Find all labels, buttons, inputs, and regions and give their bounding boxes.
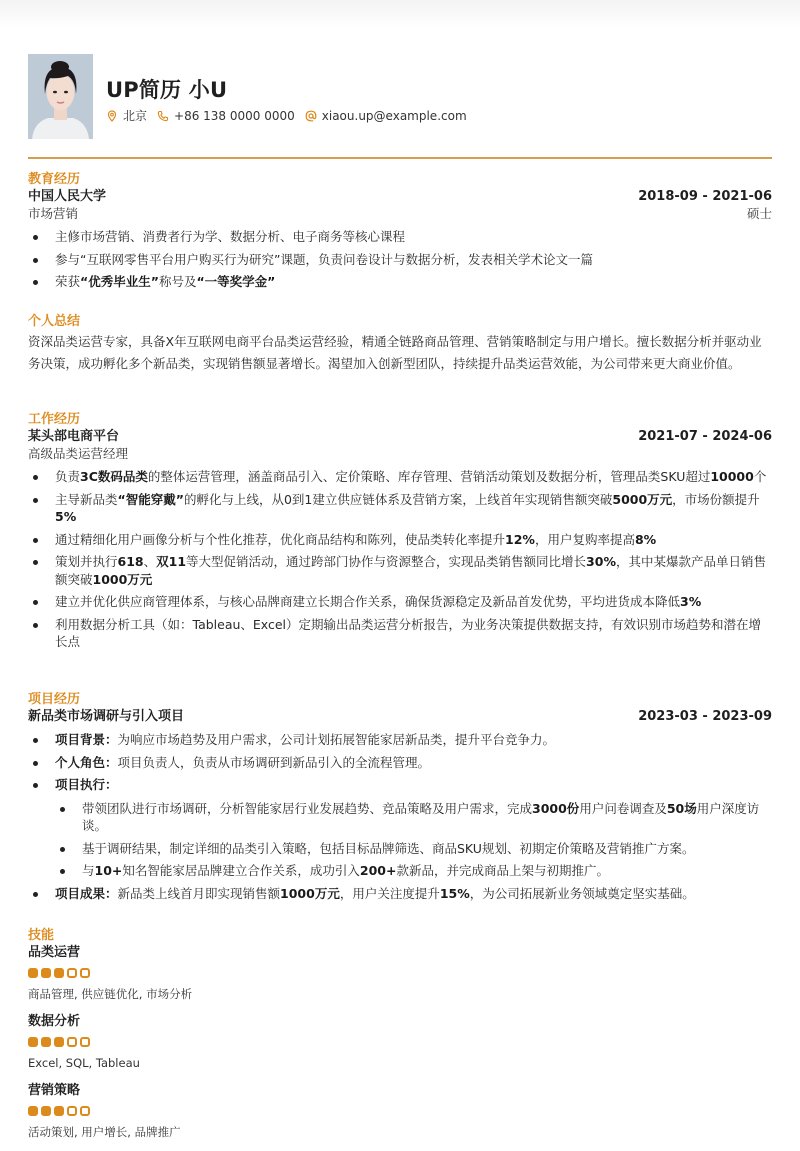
highlight-text: “一等奖学金” (196, 274, 276, 289)
candidate-name: UP简历 小U (106, 78, 228, 102)
summary-section (28, 313, 772, 375)
item-text: 用户问卷调查及 (579, 800, 667, 816)
school-name: 中国人民大学 (28, 189, 107, 204)
item-text: 负责 (55, 469, 81, 484)
skills-list (28, 944, 772, 1139)
section-title-project: 项目经历 (28, 692, 81, 707)
education-date: 2018-09 - 2021-06 (638, 189, 772, 204)
highlight-text: 1000万元 (92, 571, 153, 587)
item-text: ，用户关注度提升 (339, 885, 440, 901)
skill-description: 商品管理, 供应链优化, 市场分析 (28, 987, 193, 1001)
highlight-text: 3000份 (532, 800, 580, 816)
item-text: 为响应市场趋势及用户需求，公司计划拓展智能家居新品类，提升平台竞争力。 (117, 732, 556, 747)
contact-phone (157, 109, 295, 123)
resume-header (28, 54, 772, 140)
contact-location (106, 107, 147, 124)
email-icon (305, 110, 317, 122)
rating-filled-icon (54, 968, 64, 978)
skill-description: 活动策划, 用户增长, 品牌推广 (28, 1125, 181, 1139)
item-text: ，市场份额提升 (672, 491, 760, 507)
rating-empty-icon (80, 1106, 90, 1116)
item-text: ，其中某爆款产品单日销售额突破 (55, 554, 766, 587)
skill-description: Excel, SQL, Tableau (28, 1056, 140, 1070)
rating-empty-icon (67, 1037, 77, 1047)
item-text: 荣获 (55, 274, 81, 289)
list-item (55, 862, 772, 880)
item-text: 等大型促销活动，通过跨部门协作与资源整合，实现品类销售额同比增长 (186, 554, 587, 569)
list-item (28, 228, 772, 246)
work-header-row (28, 428, 772, 445)
project-section (28, 691, 772, 907)
contact-email[interactable] (305, 109, 467, 123)
major: 市场营销 (28, 206, 79, 221)
rating-filled-icon (28, 1037, 38, 1047)
highlight-text: 项目执行： (55, 777, 118, 792)
work-bullets (28, 468, 772, 651)
rating-empty-icon (80, 1037, 90, 1047)
list-item (28, 251, 772, 269)
rating-empty-icon (80, 968, 90, 978)
project-name: 新品类市场调研与引入项目 (28, 709, 185, 724)
summary-text: 资深品类运营专家，具备X年互联网电商平台品类运营经验，精通全链路商品管理、营销策略制定与用户增长。擅长数据分析并驱动业务决策，成功孵化多个新品类，实现销售额显著增长。渴望加入创新型团队，持续提升品类运营效能，为公司带来更大商业价值。 (28, 334, 762, 371)
highlight-text: 双11 (156, 554, 187, 569)
highlight-text: 200+ (359, 863, 397, 878)
item-text: 项目负责人，负责从市场调研到新品引入的全流程管理。 (117, 754, 431, 770)
rating-filled-icon (41, 968, 51, 978)
location-icon (106, 110, 118, 122)
rating-filled-icon (28, 968, 38, 978)
highlight-text: 项目成果： (55, 885, 118, 901)
highlight-text: 8% (634, 531, 657, 547)
job-title: 高级品类运营经理 (28, 446, 129, 461)
list-item (28, 885, 772, 903)
phone-text: +86 138 0000 0000 (174, 108, 295, 123)
rating-empty-icon (67, 1106, 77, 1116)
list-item (28, 553, 772, 588)
avatar-photo (28, 54, 93, 139)
item-text: 策划并执行 (55, 554, 118, 569)
item-text: 知名智能家居品牌建立合作关系，成功引入 (122, 863, 360, 878)
contact-info (106, 107, 477, 124)
highlight-text: 5000万元 (612, 491, 673, 507)
highlight-text: 3C数码品类 (80, 469, 148, 484)
item-text: ，用户复购率提高 (534, 531, 635, 547)
phone-icon (157, 110, 169, 122)
work-date: 2021-07 - 2024-06 (638, 429, 772, 444)
item-text: 带领团队进行市场调研，分析智能家居行业发展趋势、竞品策略及用户需求，完成 (82, 800, 533, 816)
highlight-text: 618 (117, 554, 144, 569)
item-text: 基于调研结果，制定详细的品类引入策略，包括目标品牌筛选、商品SKU规划、初期定价策略及营销推广方案。 (82, 840, 695, 856)
education-bullets (28, 228, 772, 291)
list-item (28, 731, 772, 749)
skill-name: 营销策略 (28, 1083, 81, 1098)
highlight-text: 项目背景： (55, 732, 118, 747)
rating-filled-icon (54, 1106, 64, 1116)
item-text: 、 (143, 554, 157, 569)
highlight-text: “优秀毕业生” (80, 274, 159, 289)
skill-item (28, 1082, 772, 1139)
highlight-text: 10+ (94, 863, 123, 878)
item-text: 新品类上线首月即实现销售额 (117, 885, 281, 901)
highlight-text: 3% (680, 594, 702, 609)
list-item (28, 776, 772, 880)
highlight-text: “智能穿戴” (117, 491, 184, 507)
highlight-text: 个人角色： (55, 754, 118, 770)
list-item (28, 273, 772, 291)
item-text: 用户深度访谈。 (82, 800, 760, 833)
skill-item (28, 1013, 772, 1070)
list-item (55, 800, 772, 835)
highlight-text: 30% (586, 554, 616, 569)
item-text: 的孵化与上线，从0到1建立供应链体系及营销方案，上线首年实现销售额突破 (183, 491, 613, 507)
page-top-shadow (0, 0, 800, 28)
rating-empty-icon (67, 968, 77, 978)
highlight-text: 5% (55, 509, 77, 524)
section-title-skills: 技能 (28, 928, 55, 943)
highlight-text: 1000万元 (280, 885, 340, 901)
rating-filled-icon (41, 1037, 51, 1047)
item-text: ，为公司拓展新业务领域奠定坚实基础。 (469, 885, 695, 901)
list-item (28, 616, 772, 651)
item-text: 主修市场营销、消费者行为学、数据分析、电子商务等核心课程 (55, 229, 406, 244)
list-item (28, 468, 772, 486)
project-header-row (28, 708, 772, 725)
item-text: 利用数据分析工具（如：Tableau、Excel）定期输出品类运营分析报告，为业务决策提供数据支持，有效识别市场趋势和潜在增长点 (55, 616, 762, 649)
degree: 硕士 (746, 206, 772, 221)
list-item (55, 840, 772, 858)
education-header-row (28, 188, 772, 205)
skill-item (28, 944, 772, 1001)
section-title-education: 教育经历 (28, 172, 81, 187)
skill-level-rating (28, 1037, 772, 1048)
rating-filled-icon (54, 1037, 64, 1047)
company-name: 某头部电商平台 (28, 429, 120, 444)
item-text: 主导新品类 (55, 491, 118, 507)
highlight-text: 15% (439, 885, 470, 901)
item-text: 个 (753, 469, 767, 484)
nested-list (55, 800, 772, 880)
project-date: 2023-03 - 2023-09 (638, 709, 772, 724)
item-text: 通过精细化用户画像分析与个性化推荐，优化商品结构和陈列，使品类转化率提升 (55, 531, 506, 547)
list-item (28, 754, 772, 772)
highlight-text: 12% (505, 531, 535, 547)
skill-level-rating (28, 968, 772, 979)
list-item (28, 491, 772, 526)
location-text: 北京 (123, 109, 148, 123)
project-bullets (28, 731, 772, 902)
skill-name: 品类运营 (28, 945, 81, 960)
section-title-work: 工作经历 (28, 412, 81, 427)
section-title-summary: 个人总结 (28, 314, 81, 329)
item-text: 称号及 (158, 274, 197, 289)
item-text: 的整体运营管理，涵盖商品引入、定价策略、库存管理、营销活动策划及数据分析，管理品类SKU超过 (147, 469, 711, 484)
work-section (28, 411, 772, 656)
email-text[interactable]: xiaou.up@example.com (321, 108, 467, 123)
header-divider (28, 157, 772, 159)
portrait-icon (28, 54, 93, 139)
rating-filled-icon (28, 1106, 38, 1116)
skill-name: 数据分析 (28, 1014, 81, 1029)
highlight-text: 50场 (666, 800, 697, 816)
item-text: 款新品，并完成商品上架与初期推广。 (396, 863, 609, 878)
skills-section (28, 927, 772, 1151)
skill-level-rating (28, 1106, 772, 1117)
item-text: 参与“互联网零售平台用户购买行为研究”课题，负责问卷设计与数据分析，发表相关学术论文一篇 (55, 251, 593, 267)
item-text: 与 (82, 863, 95, 878)
list-item (28, 593, 772, 611)
highlight-text: 10000 (710, 469, 754, 484)
list-item (28, 531, 772, 549)
item-text: 建立并优化供应商管理体系，与核心品牌商建立长期合作关系，确保货源稳定及新品首发优势，平均进货成本降低 (55, 594, 681, 609)
education-section (28, 171, 772, 296)
rating-filled-icon (41, 1106, 51, 1116)
education-sub-row (28, 205, 772, 222)
